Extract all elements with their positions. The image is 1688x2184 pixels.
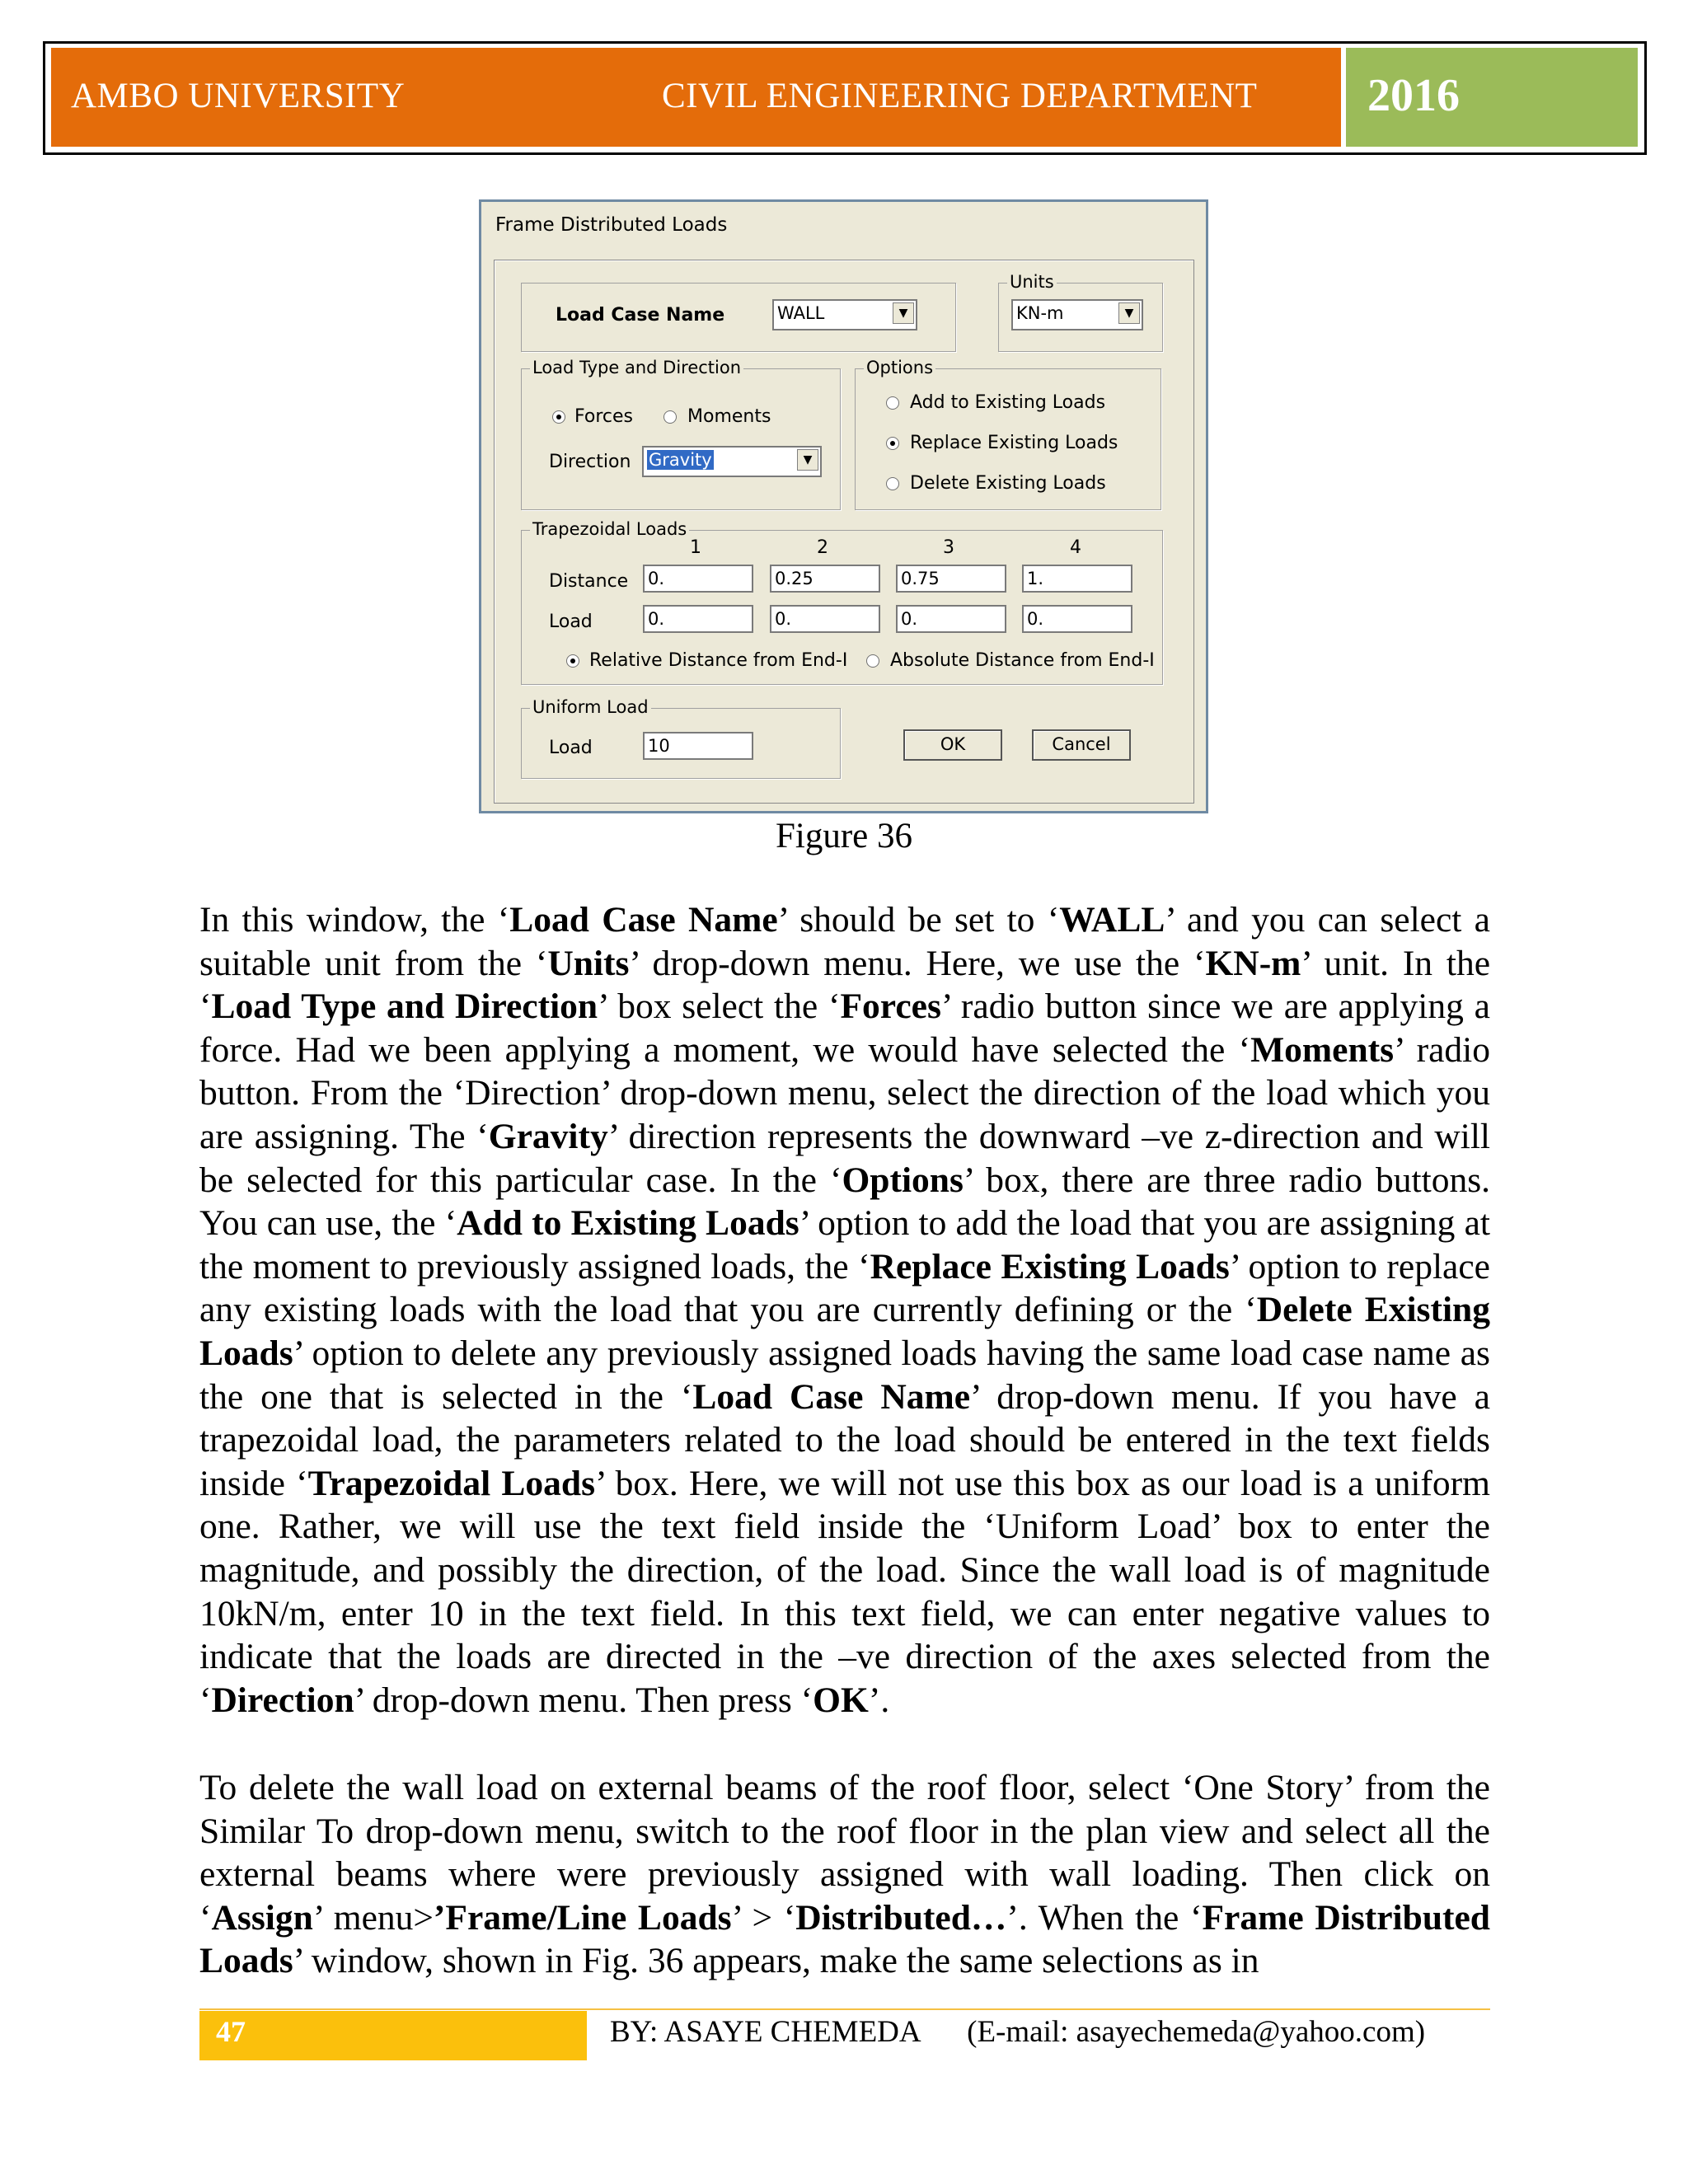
replace-existing-radio[interactable] xyxy=(886,437,899,450)
bold-term: Direction xyxy=(211,1680,354,1720)
chevron-down-icon[interactable]: ▼ xyxy=(893,302,914,324)
bold-term: WALL xyxy=(1059,900,1165,940)
bold-term: Gravity xyxy=(488,1116,608,1156)
page-number: 47 xyxy=(216,2015,246,2048)
load-input-3[interactable]: 0. xyxy=(896,605,1006,633)
units-select[interactable] xyxy=(1011,299,1143,330)
text-run: ’ > ‘ xyxy=(731,1897,796,1938)
bold-term: Distributed… xyxy=(795,1897,1007,1938)
absolute-distance-radio[interactable] xyxy=(866,654,879,668)
footer-page-box xyxy=(199,2011,587,2060)
bold-term: Load Type and Direction xyxy=(211,987,598,1027)
load-case-select[interactable] xyxy=(772,299,917,330)
absolute-distance-label: Absolute Distance from End-I xyxy=(890,650,1155,671)
ok-button[interactable]: OK xyxy=(903,729,1002,761)
body-paragraph-2 xyxy=(199,1766,1490,1983)
text-run: ’ radio button. From the ‘Direction’ drop-down menu, select the direction of the load which you are assigning. The ‘ xyxy=(199,1029,1490,1156)
forces-label: Forces xyxy=(574,406,633,427)
text-run: ’ drop-down menu. Then press ‘ xyxy=(354,1680,814,1720)
text-run: ’ direction represents the downward –ve z-direction and will be selected for this particular case. In the ‘ xyxy=(199,1116,1490,1200)
footer-email: (E-mail: asayechemeda@yahoo.com) xyxy=(967,2015,1426,2049)
text-run: ’ radio button since we are applying a force. Had we been applying a moment, we would have selected the ‘ xyxy=(199,987,1490,1070)
text-run: ’ drop-down menu. If you have a trapezoidal load, the parameters related to the load should be entered in the text fields inside ‘ xyxy=(199,1376,1490,1503)
bold-term: KN-m xyxy=(1205,943,1301,983)
trap-load-label: Load xyxy=(549,612,593,632)
text-run: ’ option to delete any previously assigned loads having the same load case name as the one that is selected in the ‘ xyxy=(199,1333,1490,1417)
bold-term: Frame Distributed Loads xyxy=(199,1897,1491,1981)
direction-select[interactable] xyxy=(642,446,822,477)
body-paragraph-1 xyxy=(199,898,1490,1722)
text-run: ’ window, shown in Fig. 36 appears, make the same selections as in xyxy=(293,1941,1259,1981)
cancel-button[interactable]: Cancel xyxy=(1032,729,1131,761)
delete-existing-label: Delete Existing Loads xyxy=(910,473,1106,494)
bold-term: Replace Existing Loads xyxy=(870,1246,1230,1286)
relative-distance-radio[interactable] xyxy=(566,654,579,668)
text-run: ’ unit. In the ‘ xyxy=(199,943,1490,1027)
add-existing-radio[interactable] xyxy=(886,396,899,410)
figure-caption: Figure 36 xyxy=(775,817,913,855)
footer-author xyxy=(610,2014,1425,2050)
options-group-caption: Options xyxy=(864,358,935,377)
bold-term: OK xyxy=(813,1680,869,1720)
text-run: ’ box. Here, we will not use this box as our load is a uniform one. Rather, we will use the text field inside the ‘Uniform Load’ box to enter the magnitude, and possibly the direction, of the load. Since the wall load is of magnitude 10kN/m, enter 10 in the text field. In this text field, we can enter negative values to indicate that the loads are directed in the –ve direction of the axes selected from the ‘ xyxy=(199,1463,1490,1720)
text-run: ’ and you can select a suitable unit from the ‘ xyxy=(199,900,1490,983)
moments-label: Moments xyxy=(687,406,771,427)
distance-input-3[interactable]: 0.75 xyxy=(896,565,1006,593)
bold-term: Moments xyxy=(1250,1029,1395,1070)
relative-distance-label: Relative Distance from End-I xyxy=(589,650,848,671)
text-run: ’. xyxy=(868,1680,890,1720)
bold-term: ’Frame/Line Loads xyxy=(433,1897,732,1938)
bold-term: Units xyxy=(547,943,630,983)
replace-existing-label: Replace Existing Loads xyxy=(910,433,1118,453)
text-run: ’ menu> xyxy=(312,1897,434,1938)
frame-distributed-loads-dialog xyxy=(479,199,1208,813)
bold-term: Delete Existing Loads xyxy=(199,1290,1490,1373)
delete-existing-radio[interactable] xyxy=(886,477,899,490)
units-value: KN-m xyxy=(1016,303,1064,323)
distance-input-2[interactable]: 0.25 xyxy=(770,565,880,593)
load-input-2[interactable]: 0. xyxy=(770,605,880,633)
load-case-value: WALL xyxy=(777,303,825,323)
text-run: ’ option to add the load that you are assigning at the moment to previously assigned loads, the ‘ xyxy=(199,1203,1490,1286)
uniform-load-label: Load xyxy=(549,738,593,758)
header-year: 2016 xyxy=(1367,70,1460,121)
distance-input-4[interactable]: 1. xyxy=(1022,565,1132,593)
uniform-load-input[interactable]: 10 xyxy=(643,732,753,760)
text-run: ’. When the ‘ xyxy=(1006,1897,1203,1938)
trap-col-1: 1 xyxy=(690,537,701,558)
text-run: ’ drop-down menu. Here, we use the ‘ xyxy=(629,943,1206,983)
bold-term: Forces xyxy=(840,987,941,1027)
moments-radio[interactable] xyxy=(663,410,677,424)
dialog-title: Frame Distributed Loads xyxy=(495,214,728,236)
text-run: In this window, the ‘ xyxy=(199,900,510,940)
trap-col-2: 2 xyxy=(817,537,828,558)
bold-term: Load Case Name xyxy=(509,900,778,940)
forces-radio[interactable] xyxy=(552,410,565,424)
uniform-load-group-caption: Uniform Load xyxy=(530,697,651,717)
direction-label: Direction xyxy=(549,452,631,472)
bold-term: Options xyxy=(842,1160,964,1200)
units-group-caption: Units xyxy=(1007,272,1057,292)
text-run: ’ box select the ‘ xyxy=(598,987,841,1027)
distance-label: Distance xyxy=(549,571,629,592)
load-case-label: Load Case Name xyxy=(556,305,725,326)
add-existing-label: Add to Existing Loads xyxy=(910,392,1106,413)
text-run: ’ option to replace any existing loads with the load that you are currently defining or the ‘ xyxy=(199,1246,1490,1330)
bold-term: Trapezoidal Loads xyxy=(307,1463,596,1503)
distance-input-1[interactable]: 0. xyxy=(643,565,753,593)
text-run: To delete the wall load on external beams of the roof floor, select ‘One Story’ from the Similar To drop-down menu, switch to the roof floor in the plan view and select all the external beams where were previously assigned with wall loading. Then click on ‘ xyxy=(199,1768,1490,1938)
footer-rule xyxy=(199,2008,1490,2010)
chevron-down-icon[interactable]: ▼ xyxy=(797,449,818,471)
load-type-group xyxy=(521,358,841,510)
trapezoidal-group-caption: Trapezoidal Loads xyxy=(530,519,689,539)
bold-term: Add to Existing Loads xyxy=(457,1203,799,1244)
header-university: AMBO UNIVERSITY xyxy=(71,77,406,115)
text-run: ’ box, there are three radio buttons. You can use, the ‘ xyxy=(199,1160,1490,1244)
bold-term: Assign xyxy=(211,1897,313,1938)
load-type-group-caption: Load Type and Direction xyxy=(530,358,743,377)
bold-term: Load Case Name xyxy=(692,1376,971,1417)
chevron-down-icon[interactable]: ▼ xyxy=(1118,302,1140,324)
trap-col-3: 3 xyxy=(943,537,954,558)
header-department: CIVIL ENGINEERING DEPARTMENT xyxy=(662,77,1258,115)
trap-col-4: 4 xyxy=(1070,537,1081,558)
text-run: ’ should be set to ‘ xyxy=(777,900,1060,940)
direction-value: Gravity xyxy=(649,450,712,470)
load-input-4[interactable]: 0. xyxy=(1022,605,1132,633)
load-input-1[interactable]: 0. xyxy=(643,605,753,633)
footer-author-name: BY: ASAYE CHEMEDA xyxy=(610,2015,921,2049)
